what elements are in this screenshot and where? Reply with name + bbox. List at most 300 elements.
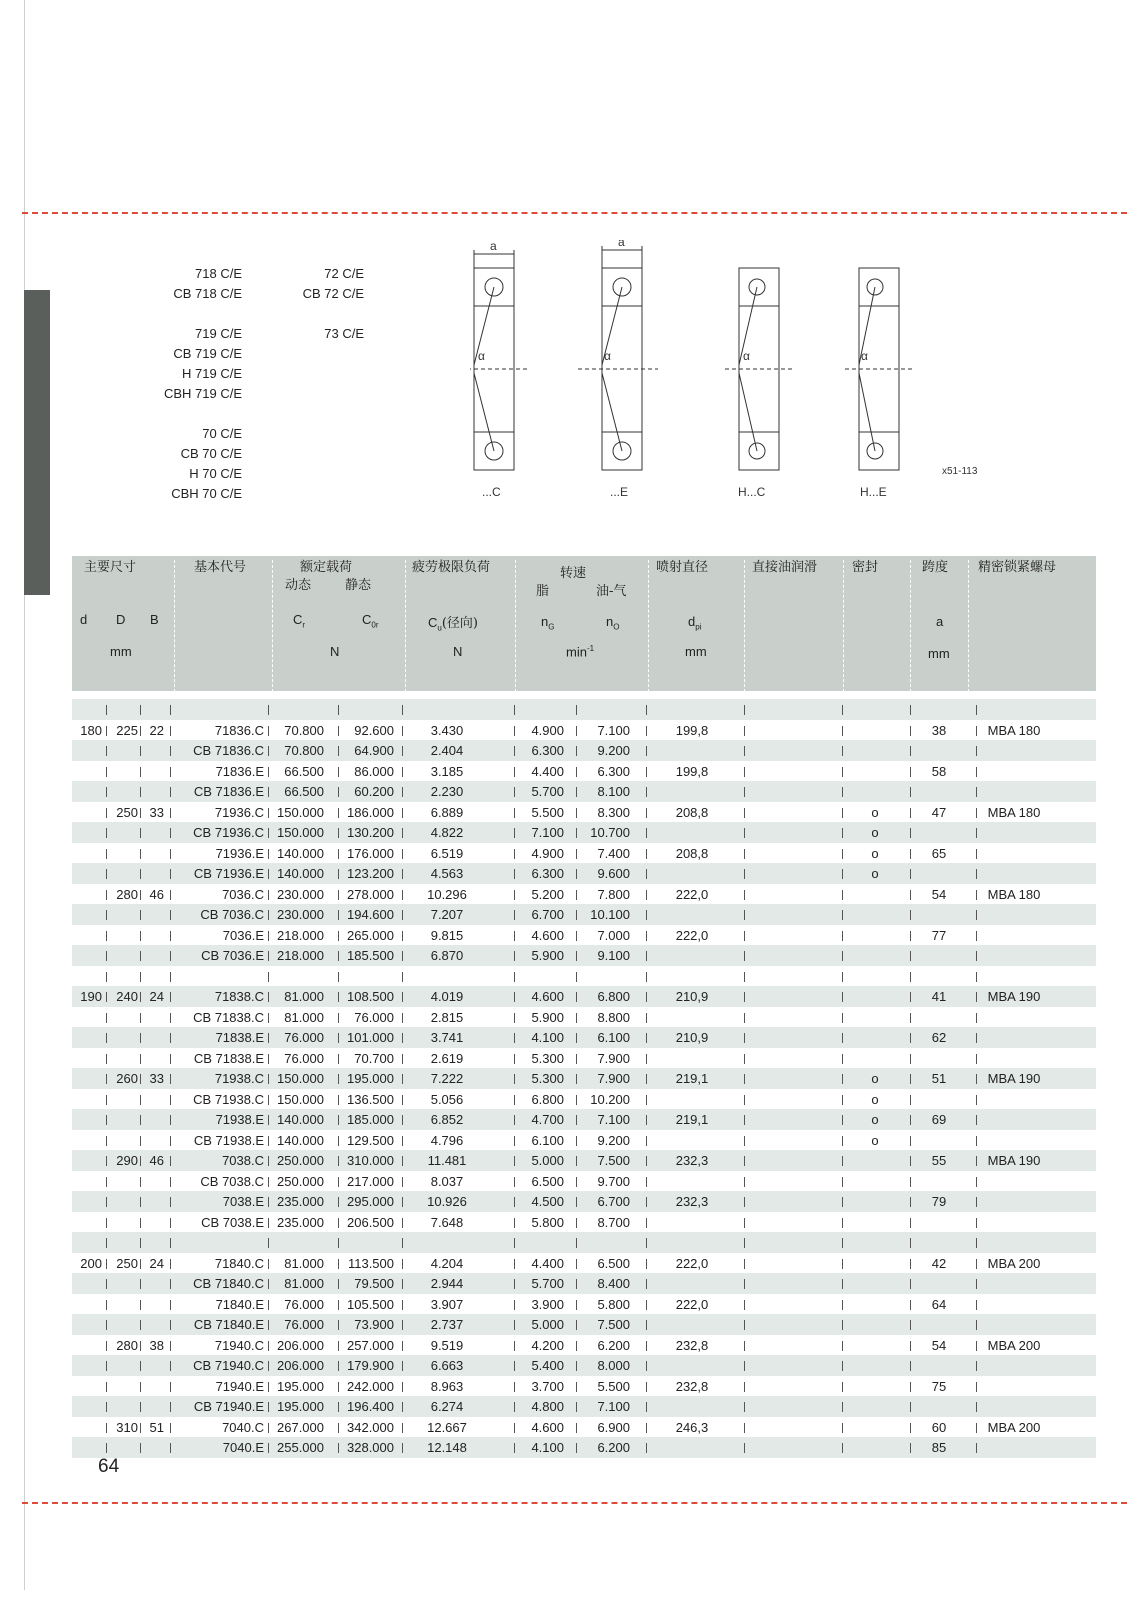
column-tick xyxy=(514,1300,515,1310)
cell-ng: 6.300 xyxy=(531,743,564,758)
cell-a: 79 xyxy=(931,1194,947,1209)
column-tick xyxy=(976,787,977,797)
column-tick xyxy=(842,808,843,818)
series-designation: CB 70 C/E xyxy=(180,446,242,461)
cell-c0r: 79.500 xyxy=(354,1276,394,1291)
column-tick xyxy=(140,992,141,1002)
cell-c0r: 129.500 xyxy=(347,1132,394,1148)
cell-ng: 5.700 xyxy=(531,1276,564,1291)
cell-D: 250 xyxy=(116,804,138,820)
column-tick xyxy=(646,1423,647,1433)
column-tick xyxy=(514,1218,515,1228)
column-tick xyxy=(170,1279,171,1289)
column-tick xyxy=(910,1402,911,1412)
table-row xyxy=(72,1396,1096,1417)
cell-cr: 206.000 xyxy=(277,1358,324,1373)
table-row xyxy=(72,1232,1096,1253)
column-tick xyxy=(910,849,911,859)
cell-cu: 6.519 xyxy=(430,845,464,861)
column-tick xyxy=(170,910,171,920)
cell-c0r: 242.000 xyxy=(347,1378,394,1394)
cell-d: 200 xyxy=(80,1255,102,1271)
column-tick xyxy=(576,890,577,900)
column-tick xyxy=(402,1320,403,1330)
cell-cu: 10.296 xyxy=(427,886,467,902)
column-tick xyxy=(976,1238,977,1248)
cell-code: CB 71838.C xyxy=(193,1009,264,1025)
cell-cu: 3.185 xyxy=(430,763,464,779)
column-tick xyxy=(140,828,141,838)
column-tick xyxy=(170,1197,171,1207)
column-tick xyxy=(514,1054,515,1064)
cell-no: 8.100 xyxy=(597,784,630,799)
cell-no: 7.500 xyxy=(597,1317,630,1332)
table-row xyxy=(72,1027,1096,1048)
column-tick xyxy=(170,1095,171,1105)
column-tick xyxy=(170,726,171,736)
column-tick xyxy=(646,787,647,797)
caption-e: ...E xyxy=(610,485,629,499)
cell-cr: 81.000 xyxy=(284,989,324,1004)
column-tick xyxy=(646,869,647,879)
cell-no: 7.100 xyxy=(597,1112,630,1127)
cell-d: 190 xyxy=(80,989,102,1004)
cell-a: 69 xyxy=(931,1112,947,1127)
top-dashed-divider xyxy=(22,212,1127,214)
column-tick xyxy=(910,1197,911,1207)
cell-code: CB 71938.E xyxy=(193,1132,264,1148)
column-tick xyxy=(910,1033,911,1043)
cell-c0r: 70.700 xyxy=(354,1050,394,1066)
column-tick xyxy=(744,1300,745,1310)
table-row xyxy=(72,1273,1096,1294)
column-tick xyxy=(910,1074,911,1084)
column-tick xyxy=(402,1218,403,1228)
column-tick xyxy=(170,849,171,859)
column-tick xyxy=(646,849,647,859)
column-tick xyxy=(910,828,911,838)
cell-cr: 218.000 xyxy=(277,927,324,943)
cell-code: CB 7036.E xyxy=(201,948,264,963)
column-tick xyxy=(910,1279,911,1289)
column-tick xyxy=(576,1156,577,1166)
column-tick xyxy=(170,787,171,797)
table-row xyxy=(72,1150,1096,1171)
cell-cr: 218.000 xyxy=(277,948,324,963)
series-designation: 718 C/E xyxy=(195,266,242,281)
column-tick xyxy=(514,972,515,982)
cell-c0r: 257.000 xyxy=(347,1337,394,1353)
hdr-span: 跨度 xyxy=(922,560,949,575)
column-tick xyxy=(576,1238,577,1248)
column-tick xyxy=(106,1259,107,1269)
column-tick xyxy=(646,1361,647,1371)
column-tick xyxy=(106,1443,107,1453)
column-tick xyxy=(576,1074,577,1084)
column-tick xyxy=(106,808,107,818)
column-tick xyxy=(402,1259,403,1269)
column-tick xyxy=(646,1443,647,1453)
cell-code: 71936.E xyxy=(215,845,264,861)
column-tick xyxy=(106,931,107,941)
column-tick xyxy=(514,869,515,879)
column-tick xyxy=(402,1156,403,1166)
cell-a: 77 xyxy=(931,927,947,943)
column-tick xyxy=(514,1136,515,1146)
series-designation xyxy=(280,304,364,324)
side-section-tab xyxy=(24,290,50,595)
column-tick xyxy=(576,1259,577,1269)
column-tick xyxy=(744,726,745,736)
cell-c0r: 123.200 xyxy=(347,866,394,881)
cell-c0r: 185.500 xyxy=(347,948,394,963)
column-tick xyxy=(338,705,339,715)
cell-cu: 4.019 xyxy=(430,989,464,1004)
column-tick xyxy=(170,767,171,777)
column-tick xyxy=(576,1423,577,1433)
cell-code: 71838.E xyxy=(215,1030,264,1045)
cell-ng: 5.300 xyxy=(531,1071,564,1086)
series-designation: CB 72 C/E xyxy=(302,286,364,301)
column-tick xyxy=(106,1320,107,1330)
column-tick xyxy=(576,931,577,941)
column-tick xyxy=(170,828,171,838)
hdr-speed: 转速 xyxy=(560,566,587,581)
column-tick xyxy=(140,1443,141,1453)
column-tick xyxy=(646,910,647,920)
hdr-cu: $C_u$(径向) xyxy=(428,615,478,633)
cell-code: CB 7036.C xyxy=(200,907,264,922)
column-tick xyxy=(514,1033,515,1043)
cell-code: 71836.E xyxy=(215,763,264,779)
cell-code: 71938.C xyxy=(214,1071,264,1086)
column-tick xyxy=(842,1054,843,1064)
cell-no: 9.200 xyxy=(597,743,630,758)
column-tick xyxy=(842,910,843,920)
cell-no: 10.100 xyxy=(590,907,630,922)
table-row xyxy=(72,966,1096,987)
cell-code: 7038.C xyxy=(222,1153,264,1168)
column-tick xyxy=(106,869,107,879)
column-tick xyxy=(910,992,911,1002)
column-tick xyxy=(170,746,171,756)
cell-cr: 150.000 xyxy=(277,1091,324,1107)
column-tick xyxy=(140,1136,141,1146)
cell-code: 7038.E xyxy=(222,1194,264,1209)
cell-no: 8.700 xyxy=(597,1214,630,1230)
cell-code: 71836.C xyxy=(214,722,264,738)
cell-code: 7040.C xyxy=(222,1419,264,1435)
column-tick xyxy=(140,1320,141,1330)
column-tick xyxy=(576,1177,577,1187)
column-tick xyxy=(140,1197,141,1207)
column-tick xyxy=(514,1382,515,1392)
cell-code: 71940.E xyxy=(215,1378,264,1394)
cell-cu: 2.619 xyxy=(430,1050,464,1066)
cell-cu: 6.274 xyxy=(430,1399,464,1414)
column-tick xyxy=(140,1382,141,1392)
column-tick xyxy=(514,1156,515,1166)
cell-c0r: 136.500 xyxy=(347,1091,394,1107)
column-tick xyxy=(744,1095,745,1105)
column-tick xyxy=(140,1033,141,1043)
column-tick xyxy=(170,1320,171,1330)
column-tick xyxy=(646,1177,647,1187)
table-row xyxy=(72,1171,1096,1192)
cell-code: CB 7038.E xyxy=(201,1214,264,1230)
column-tick xyxy=(402,1382,403,1392)
cell-nut: MBA 180 xyxy=(987,722,1041,738)
cell-cr: 150.000 xyxy=(277,825,324,840)
column-tick xyxy=(106,992,107,1002)
hdr-dpi: $d_{pi}$ xyxy=(688,614,702,632)
column-tick xyxy=(402,1013,403,1023)
column-tick xyxy=(106,1054,107,1064)
column-tick xyxy=(106,746,107,756)
cell-c0r: 265.000 xyxy=(347,927,394,943)
column-tick xyxy=(744,1156,745,1166)
column-tick xyxy=(646,1320,647,1330)
column-tick xyxy=(514,1279,515,1289)
column-tick xyxy=(106,1238,107,1248)
column-tick xyxy=(514,726,515,736)
column-tick xyxy=(514,1341,515,1351)
column-tick xyxy=(106,1279,107,1289)
cell-c0r: 310.000 xyxy=(347,1153,394,1168)
column-tick xyxy=(576,1382,577,1392)
column-tick xyxy=(170,992,171,1002)
column-tick xyxy=(842,1156,843,1166)
column-tick xyxy=(514,1320,515,1330)
column-tick xyxy=(170,1136,171,1146)
cell-cu: 7.207 xyxy=(430,907,464,922)
column-tick xyxy=(910,951,911,961)
column-tick xyxy=(514,828,515,838)
column-tick xyxy=(402,1115,403,1125)
hdr-mm-2: mm xyxy=(685,644,707,659)
table-row xyxy=(72,1294,1096,1315)
diagram-hc xyxy=(725,268,795,470)
cell-a: 41 xyxy=(931,989,947,1004)
cell-no: 7.900 xyxy=(597,1050,630,1066)
cell-cu: 2.737 xyxy=(430,1317,464,1332)
column-tick xyxy=(842,1074,843,1084)
cell-seal: o xyxy=(871,845,879,861)
cell-B: 51 xyxy=(149,1419,164,1435)
column-tick xyxy=(646,890,647,900)
hdr-main-dims: 主要尺寸 xyxy=(84,560,137,575)
cell-d: 180 xyxy=(80,722,102,738)
cell-cr: 150.000 xyxy=(277,804,324,820)
cell-no: 9.100 xyxy=(597,948,630,963)
column-tick xyxy=(842,1013,843,1023)
cell-ng: 5.800 xyxy=(531,1214,564,1230)
cell-ng: 4.600 xyxy=(531,927,564,943)
cell-cu: 12.148 xyxy=(427,1440,467,1455)
cell-a: 60 xyxy=(931,1419,947,1435)
column-tick xyxy=(514,1074,515,1084)
column-tick xyxy=(402,828,403,838)
column-tick xyxy=(140,1013,141,1023)
column-tick xyxy=(576,1136,577,1146)
column-tick xyxy=(140,869,141,879)
column-tick xyxy=(842,890,843,900)
series-designation: 72 C/E xyxy=(324,266,364,281)
series-designation xyxy=(140,304,242,324)
cell-c0r: 179.900 xyxy=(347,1358,394,1373)
column-tick xyxy=(140,1259,141,1269)
column-tick xyxy=(140,767,141,777)
column-tick xyxy=(744,787,745,797)
column-tick xyxy=(170,1218,171,1228)
hdr-direct-oil: 直接油润滑 xyxy=(752,560,818,575)
column-tick xyxy=(170,808,171,818)
cell-dpi: 232,8 xyxy=(675,1337,709,1353)
column-tick xyxy=(744,931,745,941)
column-tick xyxy=(842,1402,843,1412)
column-tick xyxy=(646,1136,647,1146)
column-tick xyxy=(910,1013,911,1023)
column-tick xyxy=(910,746,911,756)
cell-no: 6.900 xyxy=(597,1419,630,1435)
cell-no: 6.800 xyxy=(597,989,630,1004)
table-row xyxy=(72,1089,1096,1110)
cell-cr: 76.000 xyxy=(284,1030,324,1045)
table-row xyxy=(72,925,1096,946)
cell-cu: 2.230 xyxy=(430,784,464,799)
column-tick xyxy=(744,1320,745,1330)
column-tick xyxy=(646,1382,647,1392)
column-tick xyxy=(402,1279,403,1289)
column-tick xyxy=(744,1177,745,1187)
cell-cu: 7.648 xyxy=(430,1214,464,1230)
column-tick xyxy=(106,1033,107,1043)
cell-no: 7.100 xyxy=(597,1399,630,1414)
column-tick xyxy=(140,1095,141,1105)
column-tick xyxy=(744,1341,745,1351)
column-tick xyxy=(170,1115,171,1125)
cell-ng: 4.500 xyxy=(531,1194,564,1209)
hdr-no: $n_O$ xyxy=(606,614,620,632)
series-designation: CB 718 C/E xyxy=(173,286,242,301)
column-tick xyxy=(514,1423,515,1433)
cell-cu: 6.889 xyxy=(430,804,464,820)
column-tick xyxy=(842,951,843,961)
column-tick xyxy=(140,1300,141,1310)
column-tick xyxy=(842,1197,843,1207)
cell-c0r: 342.000 xyxy=(347,1419,394,1435)
cell-cu: 3.741 xyxy=(430,1030,464,1045)
column-tick xyxy=(576,808,577,818)
cell-ng: 5.300 xyxy=(531,1050,564,1066)
cell-c0r: 92.600 xyxy=(354,722,394,738)
column-tick xyxy=(106,910,107,920)
series-designation: CBH 70 C/E xyxy=(171,486,242,501)
cell-c0r: 101.000 xyxy=(347,1030,394,1045)
cell-cr: 150.000 xyxy=(277,1071,324,1086)
column-tick xyxy=(842,1320,843,1330)
column-tick xyxy=(106,1361,107,1371)
column-tick xyxy=(976,1115,977,1125)
column-tick xyxy=(576,828,577,838)
series-designation: 719 C/E xyxy=(195,326,242,341)
cell-cu: 4.204 xyxy=(430,1255,464,1271)
column-tick xyxy=(514,1095,515,1105)
table-row xyxy=(72,986,1096,1007)
column-tick xyxy=(842,705,843,715)
cell-cu: 9.519 xyxy=(430,1337,464,1353)
cell-nut: MBA 180 xyxy=(987,886,1041,902)
column-tick xyxy=(744,869,745,879)
column-tick xyxy=(744,1402,745,1412)
column-tick xyxy=(576,746,577,756)
cell-cr: 70.800 xyxy=(284,722,324,738)
column-tick xyxy=(910,1382,911,1392)
cell-cr: 76.000 xyxy=(284,1296,324,1312)
column-tick xyxy=(402,1238,403,1248)
column-tick xyxy=(744,1115,745,1125)
cell-cr: 195.000 xyxy=(277,1378,324,1394)
column-tick xyxy=(268,705,269,715)
cell-nut: MBA 200 xyxy=(987,1337,1041,1353)
cell-ng: 4.400 xyxy=(531,763,564,779)
column-tick xyxy=(646,1259,647,1269)
column-tick xyxy=(744,1218,745,1228)
column-tick xyxy=(140,1177,141,1187)
cell-ng: 4.100 xyxy=(531,1030,564,1045)
series-list-secondary xyxy=(280,264,364,344)
bearing-table-body xyxy=(72,699,1096,1458)
column-tick xyxy=(646,951,647,961)
table-row xyxy=(72,945,1096,966)
cell-ng: 5.000 xyxy=(531,1153,564,1168)
cell-cu: 2.404 xyxy=(430,743,464,758)
cell-cu: 5.056 xyxy=(430,1091,464,1107)
cell-cr: 70.800 xyxy=(284,743,324,758)
cell-B: 46 xyxy=(149,1153,164,1168)
column-tick xyxy=(106,726,107,736)
column-tick xyxy=(910,1136,911,1146)
table-row xyxy=(72,761,1096,782)
cell-cu: 8.963 xyxy=(430,1378,464,1394)
table-row xyxy=(72,1007,1096,1028)
column-tick xyxy=(402,1300,403,1310)
column-tick xyxy=(170,1402,171,1412)
cell-dpi: 208,8 xyxy=(675,845,709,861)
cell-cu: 4.796 xyxy=(430,1132,464,1148)
cell-code: CB 71836.C xyxy=(193,743,264,758)
column-tick xyxy=(910,808,911,818)
column-tick xyxy=(170,1033,171,1043)
table-row xyxy=(72,1335,1096,1356)
column-tick xyxy=(140,951,141,961)
column-tick xyxy=(646,1300,647,1310)
column-tick xyxy=(402,726,403,736)
cell-no: 7.000 xyxy=(597,927,630,943)
column-tick xyxy=(514,1402,515,1412)
table-row xyxy=(72,863,1096,884)
column-tick xyxy=(910,1259,911,1269)
alpha-label-3: α xyxy=(743,349,750,363)
column-tick xyxy=(514,1259,515,1269)
column-tick xyxy=(576,1033,577,1043)
column-tick xyxy=(646,1156,647,1166)
cell-c0r: 194.600 xyxy=(347,907,394,922)
column-tick xyxy=(170,890,171,900)
cell-dpi: 199,8 xyxy=(675,763,709,779)
column-tick xyxy=(744,1259,745,1269)
column-tick xyxy=(576,869,577,879)
